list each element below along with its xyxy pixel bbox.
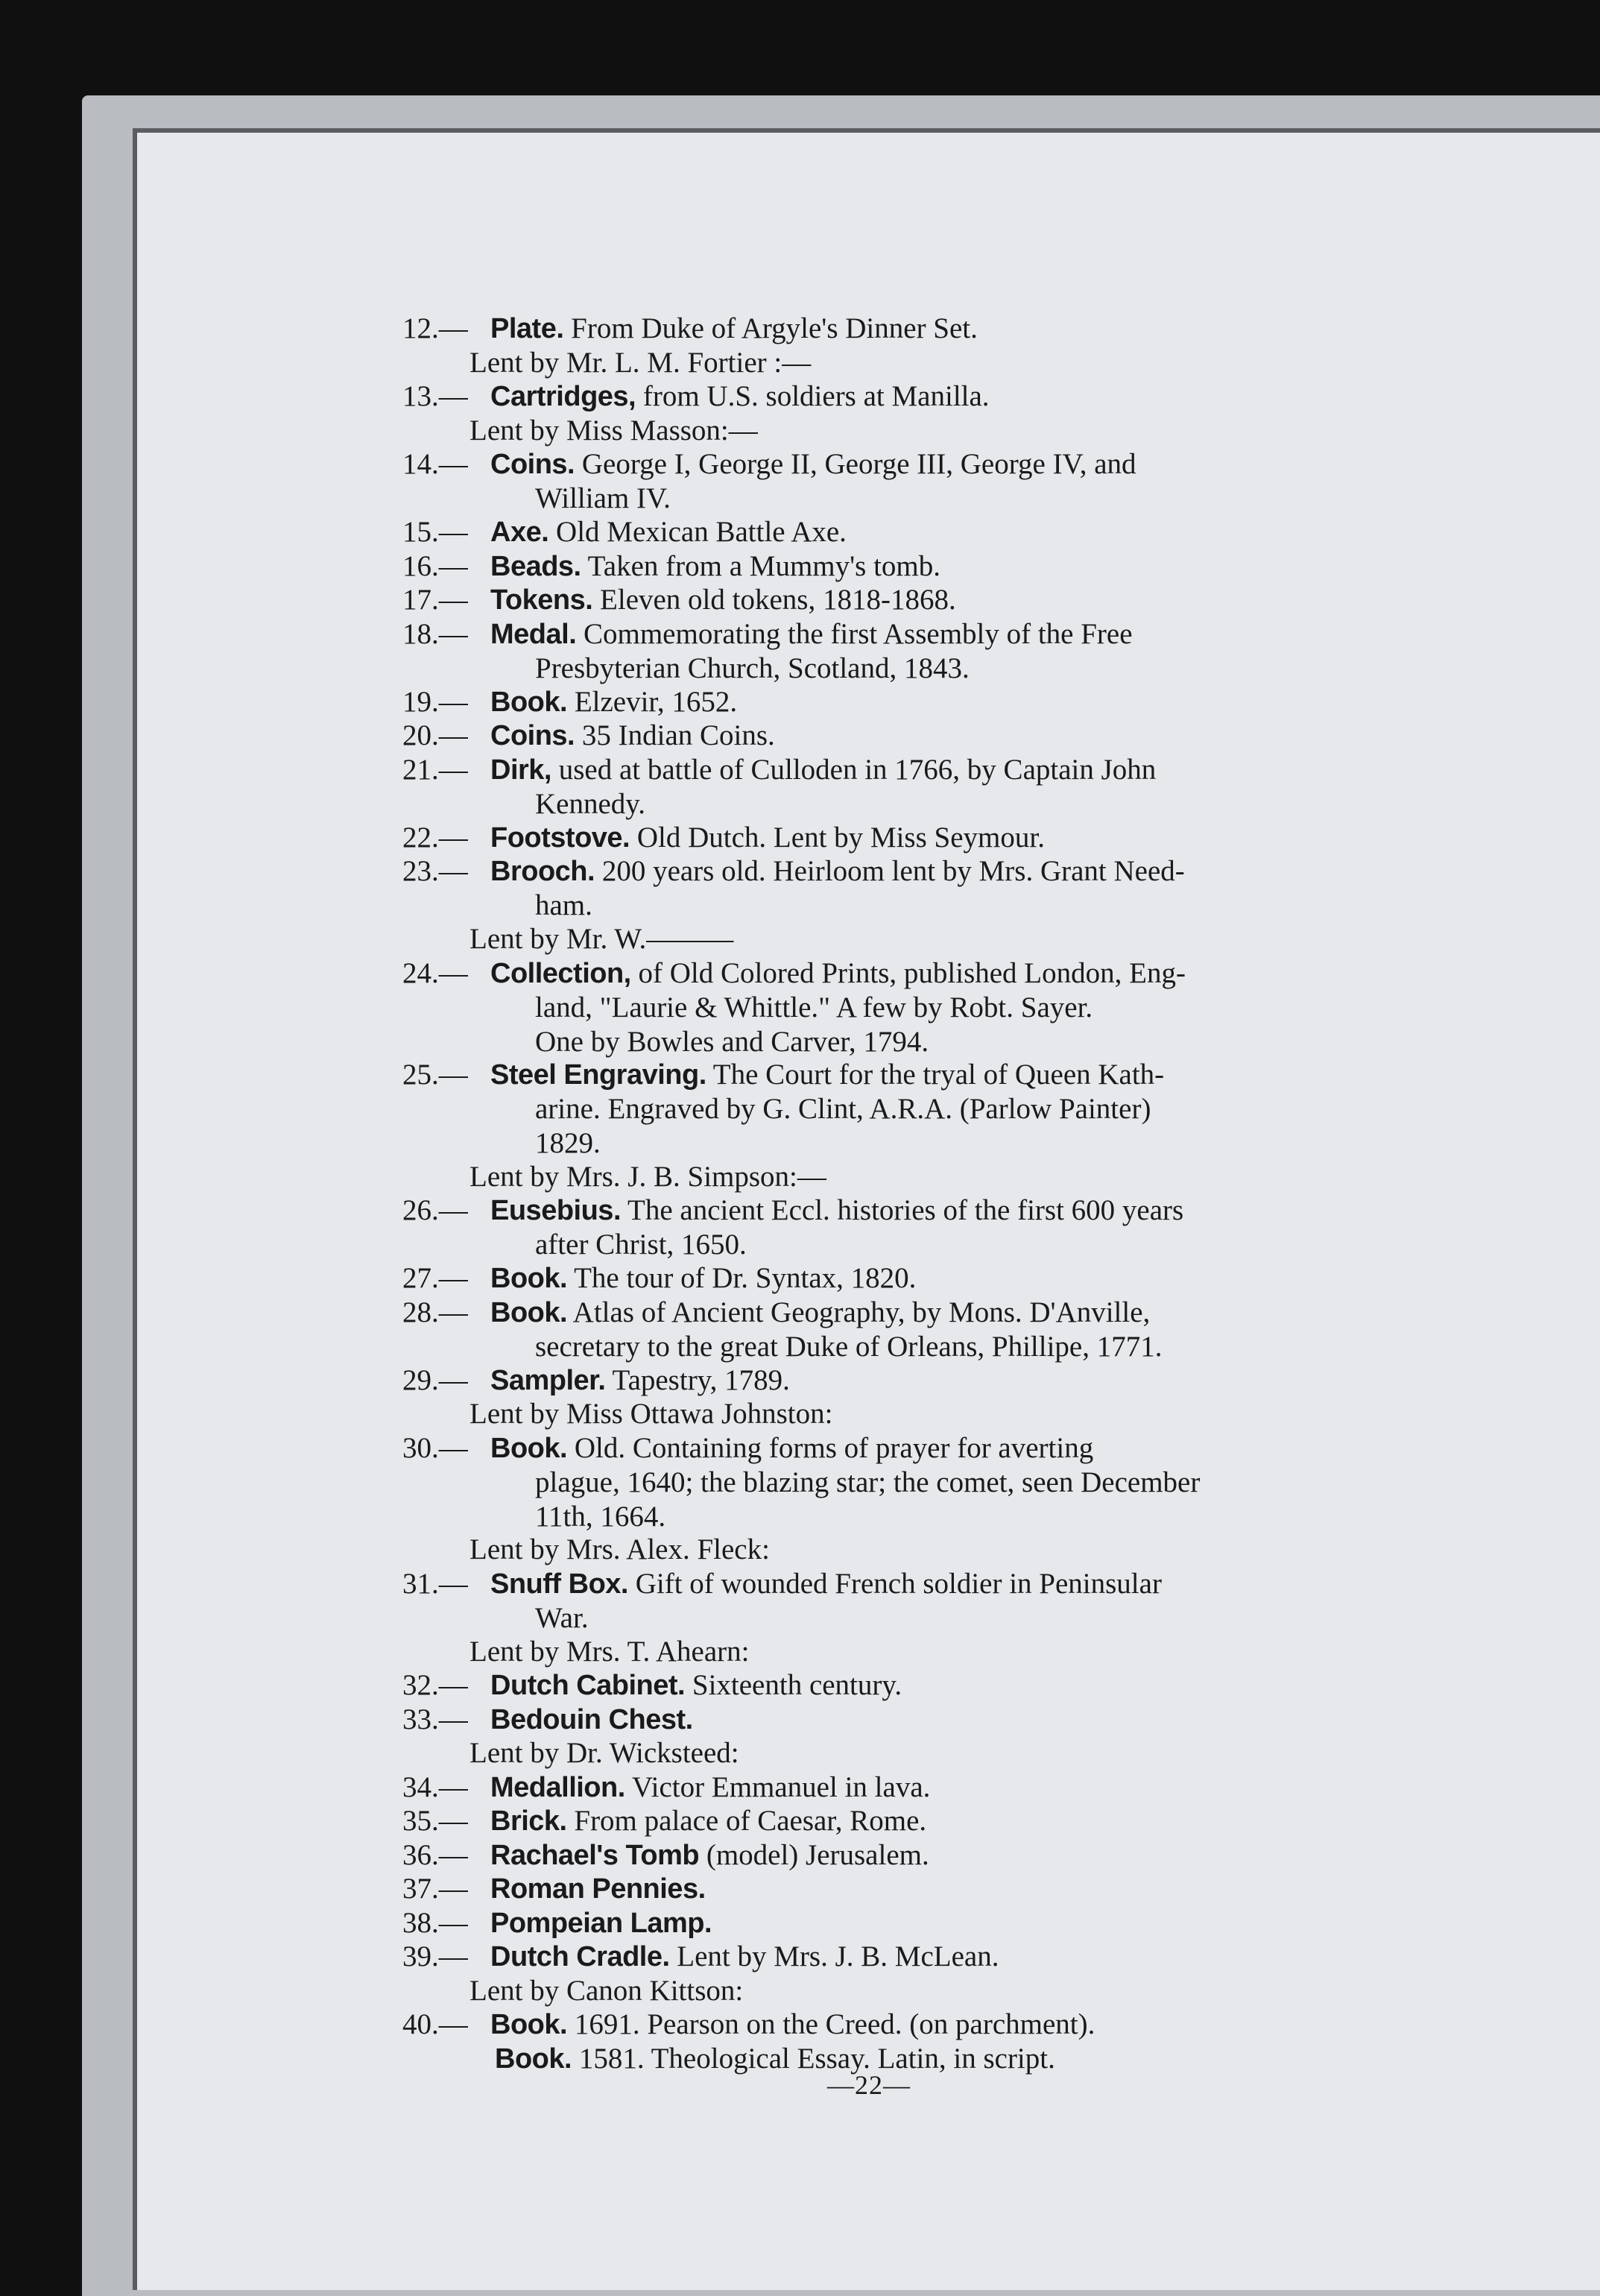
exhibit-number: 29.—: [402, 1364, 468, 1396]
exhibit-description: Old Dutch. Lent by Miss Seymour.: [630, 821, 1045, 854]
exhibit-continuation: War.: [535, 1602, 589, 1634]
exhibit-heading: Brooch.: [490, 856, 595, 887]
exhibit-number: 22.—: [402, 821, 468, 854]
exhibit-number: 30.—: [402, 1432, 468, 1464]
exhibit-heading: Pompeian Lamp.: [490, 1908, 712, 1939]
exhibit-description: 35 Indian Coins.: [575, 719, 775, 751]
exhibit-description: from U.S. soldiers at Manilla.: [636, 380, 990, 412]
exhibit-entry: [402, 447, 1364, 516]
exhibit-number: 39.—: [402, 1940, 468, 1972]
exhibit-entry: [495, 2042, 1055, 2076]
exhibit-description: 200 years old. Heirloom lent by Mrs. Grant Need-: [595, 855, 1185, 887]
exhibit-number: 31.—: [402, 1568, 468, 1600]
exhibit-heading: Tokens.: [490, 584, 593, 616]
exhibit-continuation: arine. Engraved by G. Clint, A.R.A. (Parlow Painter): [535, 1093, 1151, 1125]
exhibit-entry: [402, 854, 1364, 923]
exhibit-entry: [402, 719, 1364, 753]
page-number: —22—: [827, 2070, 911, 2100]
exhibit-number: 40.—: [402, 2008, 468, 2040]
exhibit-description: The Court for the tryal of Queen Kath-: [706, 1059, 1165, 1091]
exhibit-description: The tour of Dr. Syntax, 1820.: [567, 1262, 917, 1294]
exhibit-number: 16.—: [402, 550, 468, 582]
exhibit-heading: Axe.: [490, 517, 549, 548]
exhibit-entry: [402, 515, 1364, 549]
exhibit-heading: Dirk,: [490, 754, 551, 786]
exhibit-number: 37.—: [402, 1873, 468, 1905]
lender-line: Lent by Miss Masson:—: [469, 414, 758, 447]
exhibit-number: 21.—: [402, 754, 468, 786]
exhibit-entry: [402, 1431, 1364, 1534]
exhibit-heading: Eusebius.: [490, 1195, 621, 1226]
exhibit-continuation: William IV.: [535, 482, 671, 514]
exhibit-entry: [402, 1261, 1364, 1296]
exhibit-description: of Old Colored Prints, published London, Eng-: [630, 957, 1186, 989]
lender-line: Lent by Mrs. J. B. Simpson:—: [469, 1161, 826, 1193]
exhibit-continuation: secretary to the great Duke of Orleans, Phillipe, 1771.: [535, 1331, 1163, 1363]
exhibit-entry: [402, 1804, 1364, 1838]
exhibit-description: (model) Jerusalem.: [699, 1839, 929, 1871]
exhibit-heading: Book.: [490, 1263, 568, 1294]
exhibit-continuation: ham.: [535, 889, 592, 921]
exhibit-number: 32.—: [402, 1669, 468, 1701]
exhibit-entry: [402, 1703, 1364, 1737]
exhibit-description: Old. Containing forms of prayer for averting: [567, 1432, 1094, 1464]
exhibit-description: Lent by Mrs. J. B. McLean.: [669, 1940, 999, 1972]
exhibit-entry: [402, 1193, 1364, 1262]
exhibit-heading: Dutch Cabinet.: [490, 1670, 686, 1701]
exhibit-number: 20.—: [402, 719, 468, 751]
exhibit-description: 1581. Theological Essay. Latin, in script.: [572, 2043, 1055, 2075]
exhibit-description: Elzevir, 1652.: [567, 686, 738, 718]
exhibit-number: 19.—: [402, 686, 468, 718]
exhibit-number: 17.—: [402, 584, 468, 616]
exhibit-number: 28.—: [402, 1296, 468, 1328]
exhibit-heading: Dutch Cradle.: [490, 1941, 670, 1972]
exhibit-entry: [402, 617, 1364, 686]
exhibit-continuation: 1829.: [535, 1127, 601, 1159]
exhibit-number: 35.—: [402, 1805, 468, 1837]
exhibit-continuation: after Christ, 1650.: [535, 1229, 747, 1261]
exhibit-number: 34.—: [402, 1771, 468, 1803]
exhibit-entry: [402, 583, 1364, 617]
exhibit-description: Eleven old tokens, 1818-1868.: [592, 584, 956, 616]
exhibit-entry: [402, 1668, 1364, 1703]
exhibit-number: 15.—: [402, 516, 468, 548]
exhibit-entry: [402, 1838, 1364, 1873]
exhibit-continuation: 11th, 1664.: [535, 1501, 666, 1533]
exhibit-number: 36.—: [402, 1839, 468, 1871]
exhibit-number: 13.—: [402, 380, 468, 412]
exhibit-description: Victor Emmanuel in lava.: [624, 1771, 931, 1803]
lender-line: Lent by Mrs. Alex. Fleck:: [469, 1533, 770, 1565]
exhibit-entry: [402, 685, 1364, 719]
exhibit-description: From palace of Caesar, Rome.: [566, 1805, 927, 1837]
exhibit-number: 26.—: [402, 1194, 468, 1226]
lender-line: Lent by Canon Kittson:: [469, 1975, 744, 2007]
exhibit-entry: [402, 549, 1364, 584]
exhibit-heading: Coins.: [490, 449, 575, 480]
exhibit-heading: Book.: [490, 687, 568, 718]
exhibit-description: Sixteenth century.: [685, 1669, 902, 1701]
exhibit-description: The ancient Eccl. histories of the first 600 years: [621, 1194, 1184, 1226]
exhibit-description: Commemorating the first Assembly of the Free: [576, 618, 1133, 650]
exhibit-number: 27.—: [402, 1262, 468, 1294]
exhibit-heading: Snuff Box.: [490, 1568, 628, 1600]
exhibit-entry: [402, 753, 1364, 821]
exhibit-entry: [402, 312, 1364, 346]
exhibit-number: 38.—: [402, 1907, 468, 1939]
exhibit-heading: Beads.: [490, 551, 581, 582]
exhibit-continuation: Kennedy.: [535, 788, 646, 820]
exhibit-continuation: One by Bowles and Carver, 1794.: [535, 1026, 929, 1058]
exhibit-entry: [402, 1940, 1364, 1974]
exhibit-heading: Medal.: [490, 619, 577, 650]
exhibit-entry: [402, 1058, 1364, 1161]
exhibit-heading: Book.: [490, 2009, 568, 2040]
exhibit-entry: [402, 1363, 1364, 1398]
exhibit-heading: Book.: [495, 2043, 572, 2075]
exhibit-entry: [402, 1567, 1364, 1636]
exhibit-heading: Book.: [490, 1433, 568, 1464]
exhibit-description: Old Mexican Battle Axe.: [548, 516, 847, 548]
exhibit-heading: Bedouin Chest.: [490, 1704, 693, 1735]
exhibit-heading: Steel Engraving.: [490, 1059, 706, 1091]
exhibit-heading: Coins.: [490, 720, 575, 751]
exhibit-number: 18.—: [402, 618, 468, 650]
exhibit-entry: [402, 821, 1364, 855]
exhibit-description: 1691. Pearson on the Creed. (on parchment).: [567, 2008, 1095, 2040]
exhibit-entry: [402, 1770, 1364, 1805]
exhibit-number: 24.—: [402, 957, 468, 989]
exhibit-number: 12.—: [402, 312, 468, 344]
exhibit-number: 33.—: [402, 1703, 468, 1735]
exhibit-heading: Cartridges,: [490, 381, 636, 412]
exhibit-entry: [402, 1296, 1364, 1364]
exhibit-description: Taken from a Mummy's tomb.: [581, 550, 940, 582]
exhibit-continuation: Presbyterian Church, Scotland, 1843.: [535, 652, 970, 684]
exhibit-heading: Roman Pennies.: [490, 1873, 706, 1905]
exhibit-heading: Medallion.: [490, 1772, 625, 1803]
exhibit-heading: Footstove.: [490, 822, 630, 854]
lender-line: Lent by Miss Ottawa Johnston:: [469, 1398, 833, 1430]
lender-line: Lent by Mrs. T. Ahearn:: [469, 1636, 750, 1668]
exhibit-continuation: land, "Laurie & Whittle." A few by Robt. Sayer.: [535, 991, 1093, 1024]
exhibit-entry: [402, 379, 1364, 414]
exhibit-description: George I, George II, George III, George IV, and: [575, 448, 1136, 480]
exhibit-number: 14.—: [402, 448, 468, 480]
lender-line: Lent by Dr. Wicksteed:: [469, 1737, 739, 1769]
exhibit-continuation: plague, 1640; the blazing star; the comet, seen December: [535, 1466, 1201, 1498]
exhibit-description: Atlas of Ancient Geography, by Mons. D'Anville,: [567, 1296, 1151, 1328]
exhibit-description: used at battle of Culloden in 1766, by Captain John: [551, 754, 1157, 786]
exhibit-entry: [402, 2008, 1364, 2042]
exhibit-entry: [402, 956, 1364, 1059]
exhibit-entry: [402, 1872, 1364, 1906]
exhibit-heading: Brick.: [490, 1805, 567, 1837]
exhibit-number: 23.—: [402, 855, 468, 887]
exhibit-heading: Collection,: [490, 958, 631, 989]
exhibit-description: Tapestry, 1789.: [605, 1364, 790, 1396]
exhibit-description: From Duke of Argyle's Dinner Set.: [563, 312, 978, 344]
exhibit-heading: Plate.: [490, 313, 564, 344]
lender-line: Lent by Mr. W.———: [469, 923, 734, 955]
exhibit-heading: Book.: [490, 1297, 568, 1328]
exhibit-heading: Rachael's Tomb: [490, 1840, 700, 1871]
exhibit-heading: Sampler.: [490, 1365, 606, 1396]
exhibit-description: Gift of wounded French soldier in Peninsular: [627, 1568, 1162, 1600]
exhibit-number: 25.—: [402, 1059, 468, 1091]
lender-line: Lent by Mr. L. M. Fortier :—: [469, 347, 812, 379]
exhibit-entry: [402, 1906, 1364, 1940]
